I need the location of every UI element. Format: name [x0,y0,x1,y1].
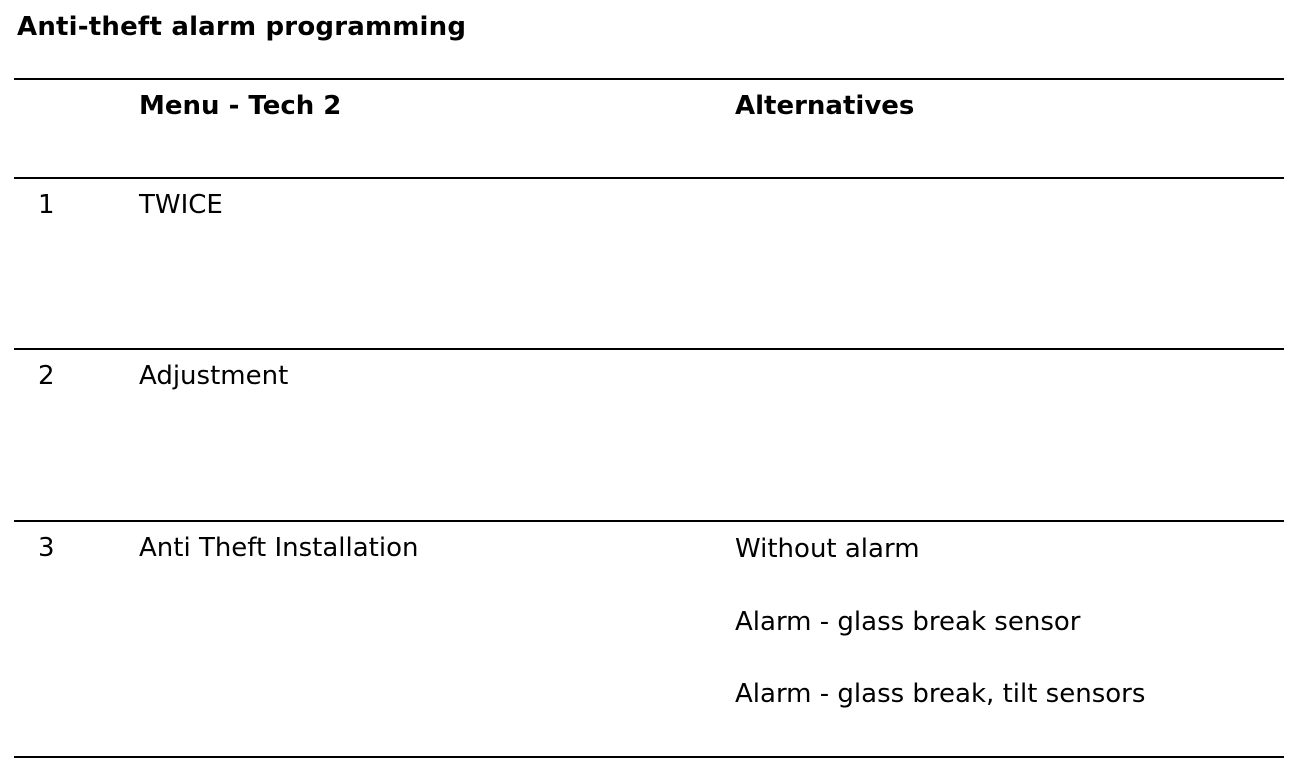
alternatives-list [735,531,1145,749]
row-rule [14,520,1284,522]
row-number: 1 [38,190,55,220]
page-title: Anti-theft alarm programming [17,12,467,42]
header-rule [14,177,1284,179]
alternative-item: Alarm - glass break, tilt sensors [735,679,1146,709]
table-bottom-rule [14,756,1284,758]
row-number: 2 [38,361,55,391]
table-top-rule [14,78,1284,80]
row-menu: Adjustment [139,361,289,391]
row-menu: Anti Theft Installation [139,533,419,563]
alternative-item: Without alarm [735,534,920,564]
row-rule [14,348,1284,350]
alternative-item: Alarm - glass break sensor [735,606,1081,637]
row-number: 3 [38,533,55,563]
row-menu: TWICE [139,190,223,220]
header-alternatives: Alternatives [735,91,915,121]
header-menu: Menu - Tech 2 [139,91,342,121]
